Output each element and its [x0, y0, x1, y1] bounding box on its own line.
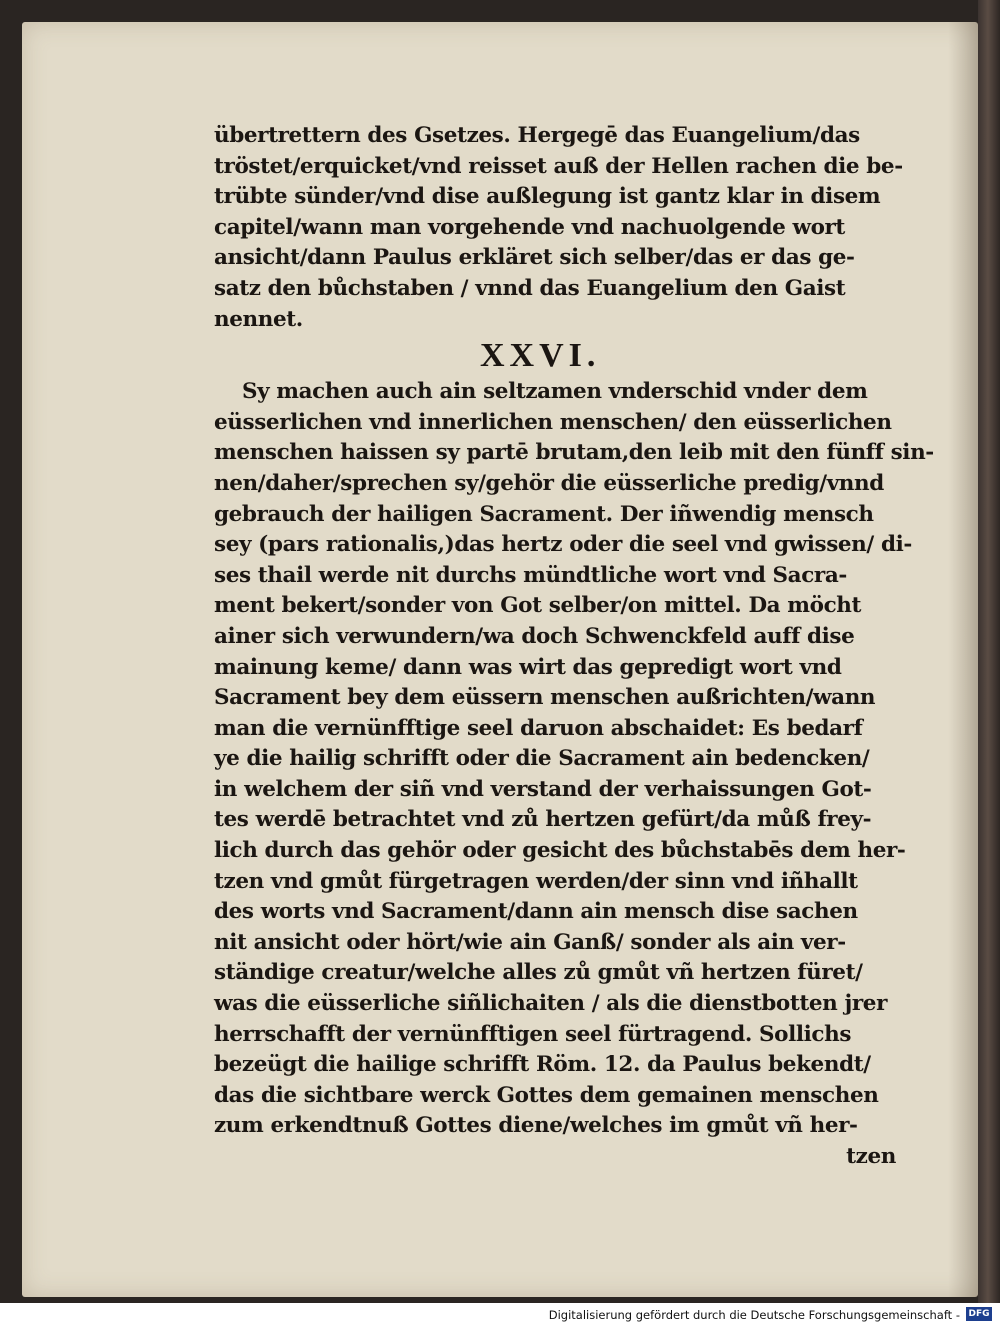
- funding-notice: Digitalisierung gefördert durch die Deutsche Forschungsgemeinschaft -: [548, 1308, 960, 1322]
- text-line: ye die hailig schrifft oder die Sacrament ain bedencken/: [214, 746, 870, 772]
- section-heading: XXVI.: [480, 337, 601, 375]
- text-line: was die eüsserliche siñlichaiten / als die dienstbotten jrer: [214, 991, 888, 1017]
- text-line: herrschafft der vernünfftigen seel fürtragend. Sollichs: [214, 1021, 852, 1047]
- text-line: nen/daher/sprechen sy/gehör die eüsserliche predig/vnnd: [214, 470, 884, 496]
- text-line: capitel/wann man vorgehende vnd nachuolgende wort: [214, 214, 845, 240]
- text-line: Sacrament bey dem eüssern menschen außrichten/wann: [214, 685, 876, 711]
- text-line: man die vernünfftige seel daruon abschaidet: Es bedarf: [214, 715, 863, 741]
- text-line: Sy machen auch ain seltzamen vnderschid vnder dem: [242, 379, 868, 405]
- text-line: ansicht/dann Paulus erkläret sich selber/das er das ge-: [214, 245, 855, 271]
- text-line: gebrauch der hailigen Sacrament. Der iñwendig mensch: [214, 501, 874, 527]
- text-line: mainung keme/ dann was wirt das gepredigt wort vnd: [214, 654, 842, 680]
- text-line: bezeügt die hailige schrifft Röm. 12. da Paulus bekendt/: [214, 1052, 871, 1078]
- text-line: eüsserlichen vnd innerlichen menschen/ den eüsserlichen: [214, 409, 892, 435]
- page-text: [214, 121, 934, 1173]
- text-line: ständige creatur/welche alles zů gmůt vñ hertzen füret/: [214, 960, 863, 986]
- text-line: tes werdē betrachtet vnd zů hertzen gefürt/da můß frey-: [214, 807, 872, 833]
- text-line: das die sichtbare werck Gottes dem gemainen menschen: [214, 1082, 879, 1108]
- text-line: satz den bůchstaben / vnnd das Euangelium den Gaist: [214, 275, 846, 301]
- text-line: ses thail werde nit durchs mündtliche wort vnd Sacra-: [214, 562, 847, 588]
- text-line: menschen haissen sy partē brutam,den leib mit den fünff sin-: [214, 440, 934, 466]
- text-line: übertrettern des Gsetzes. Hergegē das Euangelium/das: [214, 123, 860, 148]
- gutter-shadow: [948, 22, 978, 1297]
- text-line: trübte sünder/vnd dise außlegung ist gantz klar in disem: [214, 184, 881, 210]
- dfg-logo-icon: DFG: [966, 1307, 992, 1321]
- text-line: nennet.: [214, 306, 303, 332]
- text-line: tröstet/erquicket/vnd reisset auß der Hellen rachen die be-: [214, 153, 903, 179]
- book-spine-edge: [978, 0, 1000, 1303]
- text-line: des worts vnd Sacrament/dann ain mensch dise sachen: [214, 899, 858, 925]
- text-line: lich durch das gehör oder gesicht des bůchstabēs dem her-: [214, 838, 906, 864]
- text-line: ment bekert/sonder von Got selber/on mittel. Da möcht: [214, 593, 862, 619]
- text-line: nit ansicht oder hört/wie ain Ganß/ sonder als ain ver-: [214, 929, 846, 955]
- footer-bar: [0, 1303, 1000, 1325]
- text-line: ainer sich verwundern/wa doch Schwenckfeld auff dise: [214, 623, 855, 649]
- catchword: tzen: [846, 1144, 896, 1169]
- text-line: in welchem der siñ vnd verstand der verhaissungen Got-: [214, 776, 872, 802]
- text-line: zum erkendtnuß Gottes diene/welches im gmůt vñ her-: [214, 1113, 858, 1139]
- text-line: tzen vnd gmůt fürgetragen werden/der sinn vnd iñhallt: [214, 868, 858, 894]
- text-line: sey (pars rationalis,)das hertz oder die seel vnd gwissen/ di-: [214, 532, 912, 558]
